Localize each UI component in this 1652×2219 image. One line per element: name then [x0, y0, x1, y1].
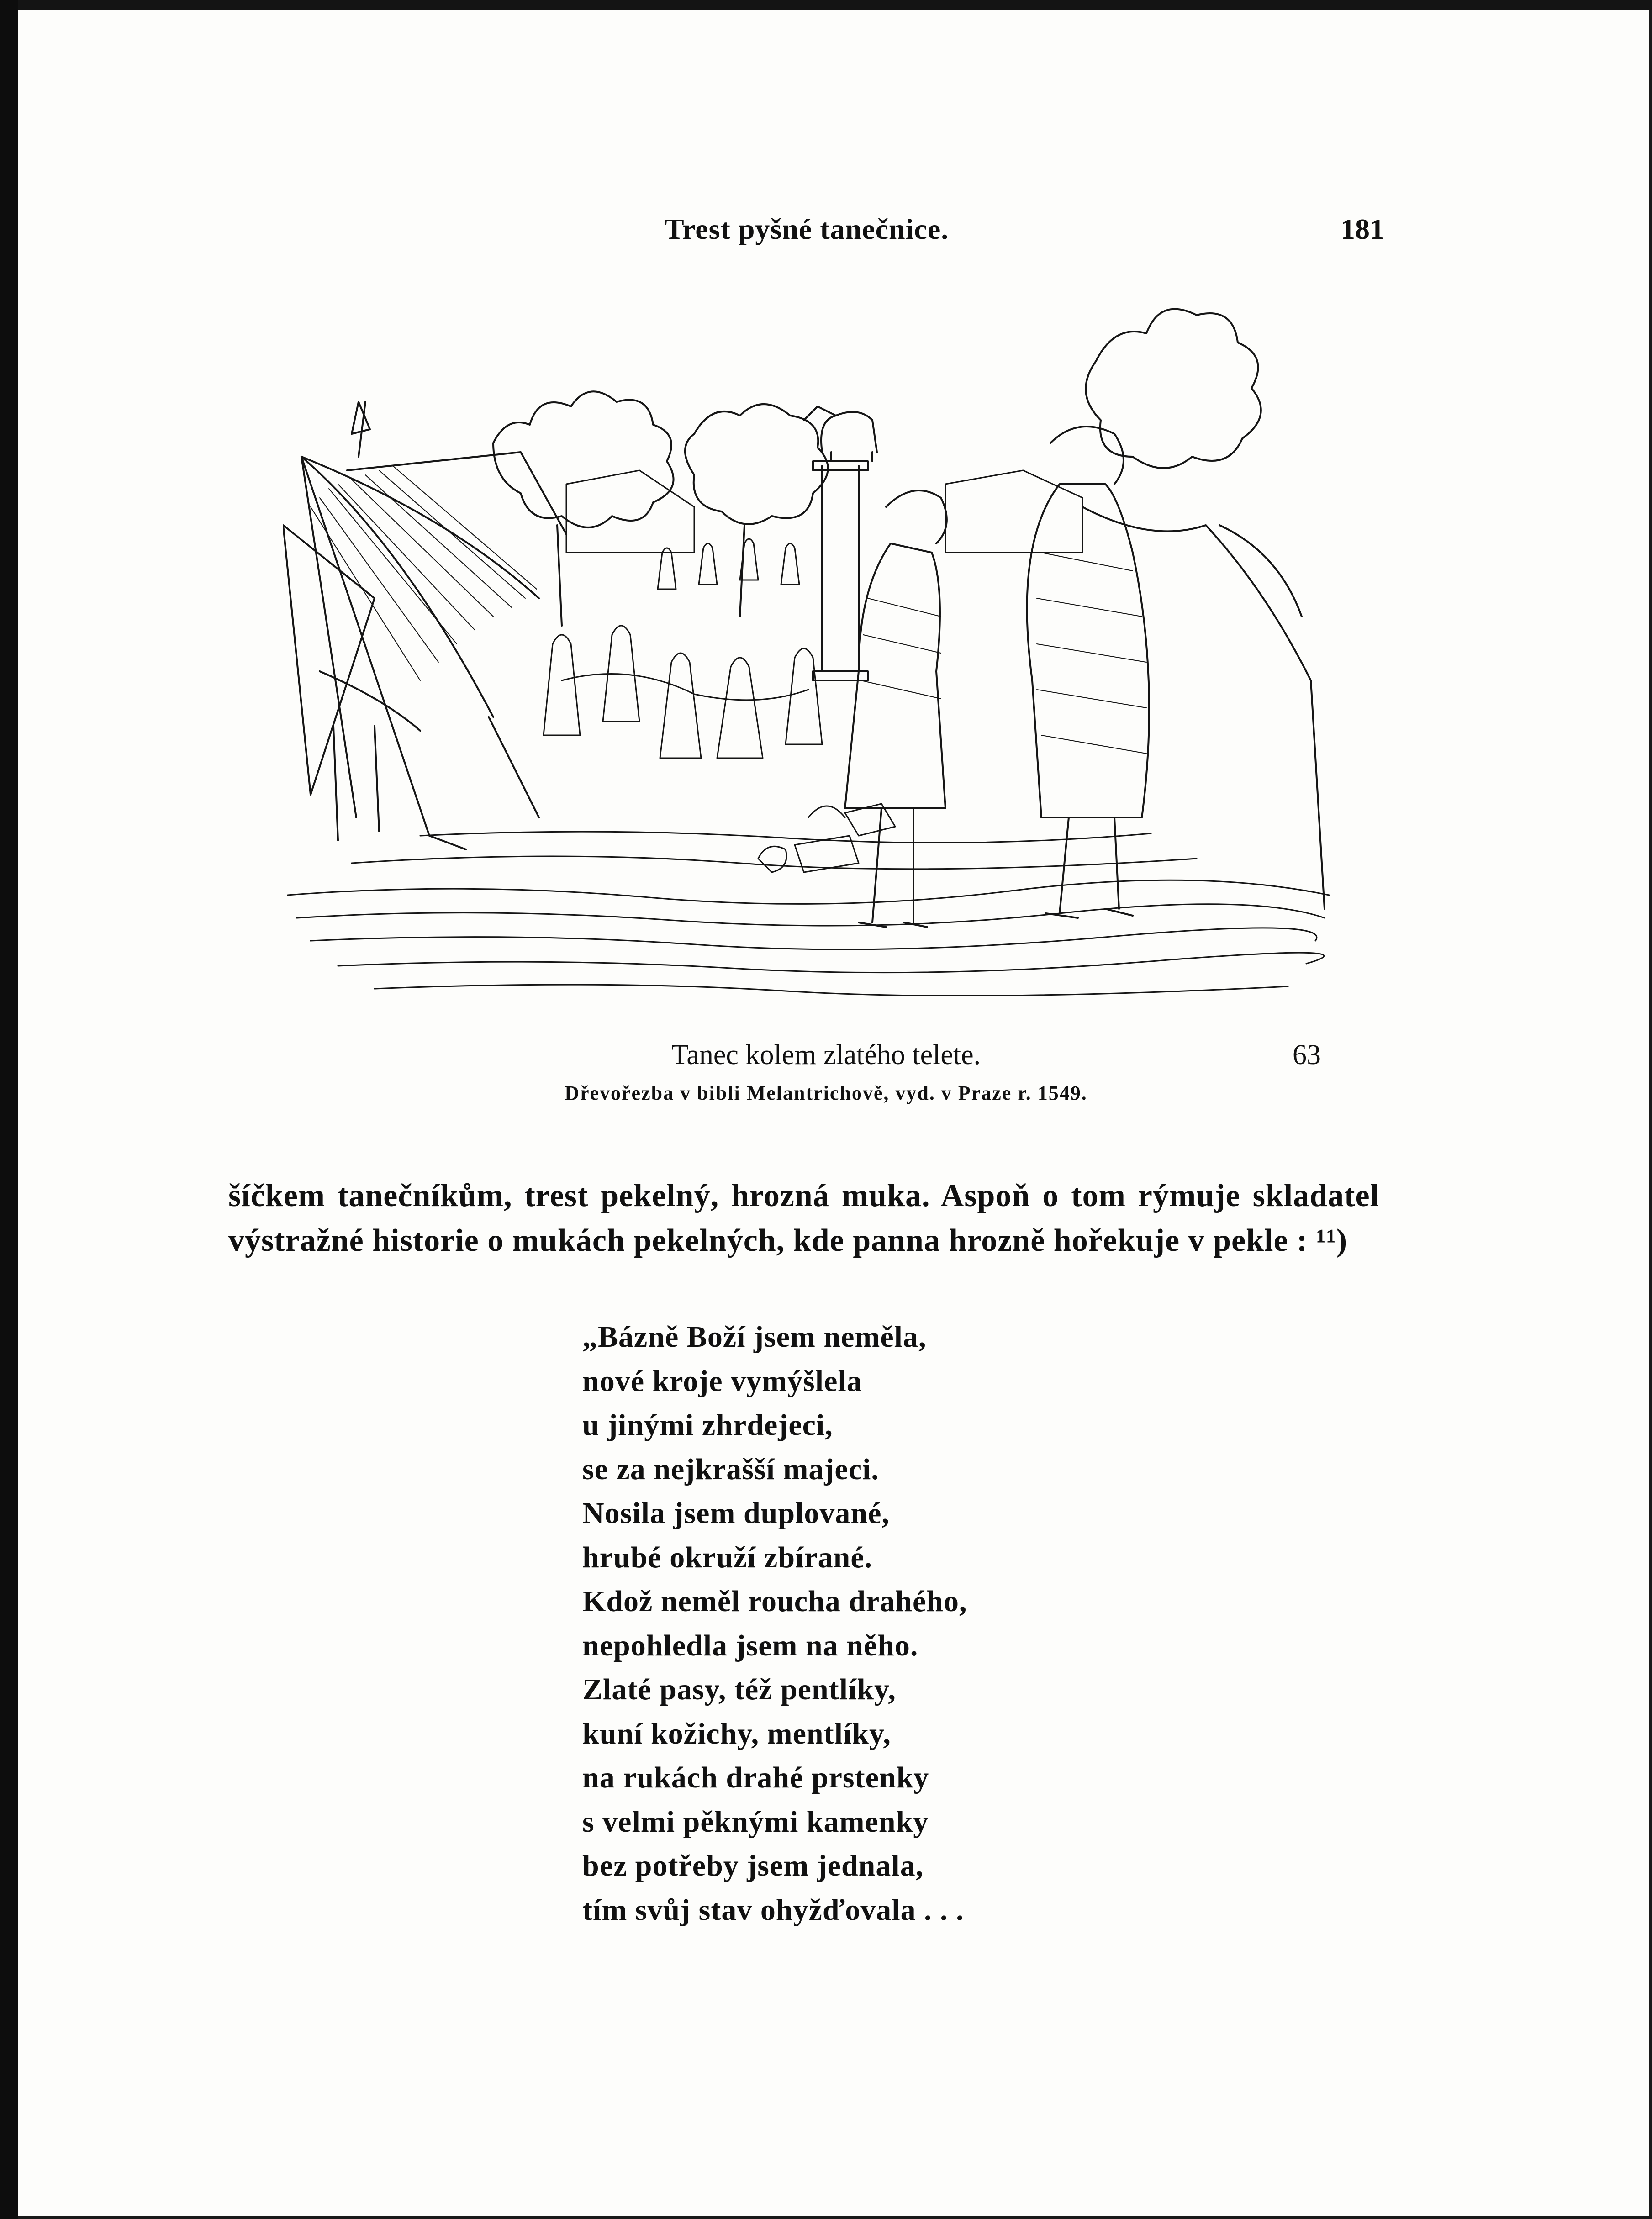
poem-line: u jinými zhrdejeci, [582, 1408, 833, 1442]
poem-line: na rukách drahé prstenky [582, 1761, 929, 1794]
tents [283, 402, 566, 849]
poem-line: hrubé okruží zbírané. [582, 1540, 873, 1574]
page-number: 181 [1341, 213, 1384, 245]
houses [566, 470, 1082, 553]
poem-line: kuní kožichy, mentlíky, [582, 1717, 891, 1750]
ground-hatching [288, 832, 1329, 996]
poem-line: „Bázně Boží jsem neměla, [582, 1320, 927, 1354]
poem-line: Kdož neměl roucha drahého, [582, 1585, 967, 1618]
dancers [544, 539, 822, 758]
body-paragraph: šíčkem tanečníkům, trest pekelný, hrozná muka. Aspoň o tom rýmuje skladatel výstražné historie o mukách pekelných, kde panna hrozně hořekuje v pekle : ¹¹) [228, 1178, 1379, 1258]
poem-line: s velmi pěknými kamenky [582, 1805, 929, 1839]
poem-line: tím svůj stav ohyžďovala . . . [582, 1893, 964, 1927]
foreground-figures [845, 427, 1149, 927]
figure-caption: Tanec kolem zlatého telete. [671, 1039, 981, 1070]
poem-line: se za nejkrašší majeci. [582, 1452, 879, 1486]
figure-source-note: Dřevořezba v bibli Melantrichově, vyd. v Praze r. 1549. [565, 1082, 1087, 1104]
woodcut-illustration [283, 269, 1334, 1009]
poem-line: Zlaté pasy, též pentlíky, [582, 1673, 896, 1706]
golden-calf-column [804, 406, 877, 680]
poem-line: nové kroje vymýšlela [582, 1364, 862, 1398]
scan-border-left [0, 0, 18, 2219]
figure-number: 63 [1293, 1039, 1321, 1070]
poem-block [582, 1315, 967, 1932]
scan-border-top [0, 0, 1652, 10]
poem-line: bez potřeby jsem jednala, [582, 1849, 924, 1882]
running-head-title: Trest pyšné tanečnice. [665, 213, 949, 245]
poem-line: Nosila jsem duplované, [582, 1497, 890, 1530]
poem-line: nepohledla jsem na něho. [582, 1629, 918, 1662]
